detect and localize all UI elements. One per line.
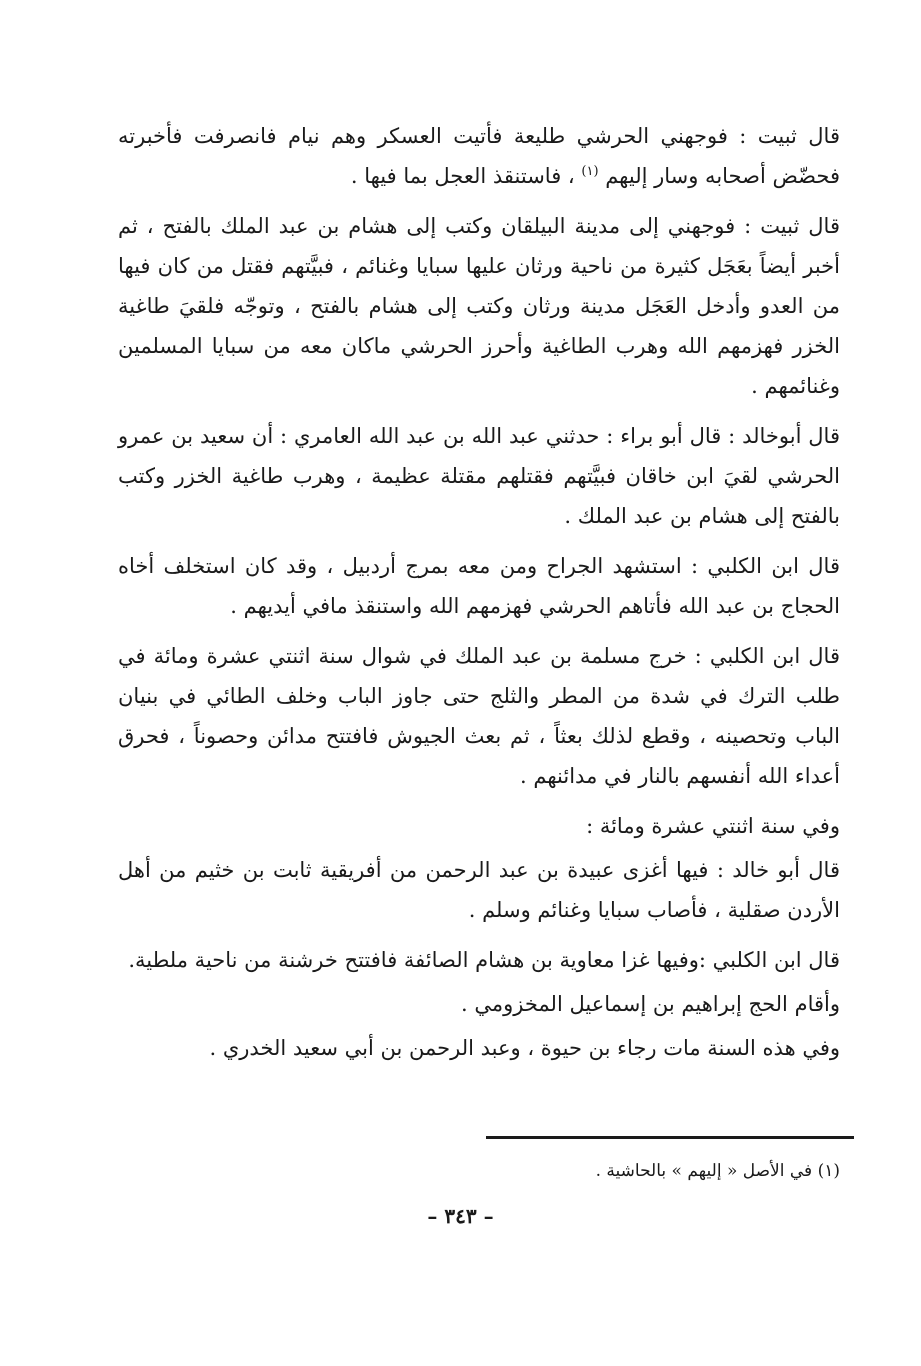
page-number: – ٣٤٣ – (427, 1204, 494, 1228)
paragraph-7: قال أبو خالد : فيها أغزى عبيدة بن عبد الرحمن من أفريقية ثابت بن خثيم من أهل الأردن صقلية ، فأصاب سبايا وغنائم وسلم . (118, 858, 840, 922)
paragraph-3: قال أبوخالد : قال أبو براء : حدثني عبد الله بن عبد الله العامري : أن سعيد بن عمرو الحرشي لقيَ ابن خاقان فبيَّتهم فقتلهم مقتلة عظيمة ، وهرب طاغية الخزر وكتب بالفتح إلى هشام بن عبد الملك . (118, 424, 840, 528)
paragraph-10: وفي هذه السنة مات رجاء بن حيوة ، وعبد الرحمن بن أبي سعيد الخدري . (209, 1036, 840, 1060)
paragraph-2: قال ثبيت : فوجهني إلى مدينة البيلقان وكتب إلى هشام بن عبد الملك بالفتح ، ثم أخبر أيضاً بعَجَل كثيرة من ناحية ورثان عليها سبايا وغنائم ، فبيَّتهم فقتل من كان فيها من العدو وأدخل العَجَل مدينة ورثان وكتب إلى هشام بالفتح ، وتوجّه فلقيَ طاغية الخزر فهزمهم الله وهرب الطاغية وأحرز الحرشي ماكان معه من سبايا المسلمين وغنائمهم . (118, 214, 840, 398)
paragraph-5: قال ابن الكلبي : خرج مسلمة بن عبد الملك في شوال سنة اثنتي عشرة ومائة في طلب الترك في شدة من المطر والثلج حتى جاوز الباب وخلف الطائي في بنيان الباب وتحصينه ، وقطع لذلك بعثاً ، ثم بعث الجيوش فافتتح مدائن وحصوناً ، فحرق أعداء الله أنفسهم بالنار في مدائنهم . (118, 644, 840, 788)
paragraph-1-text-end: ، فاستنقذ العجل بما فيها . (350, 164, 575, 188)
paragraph-1-text: قال ثبيت : فوجهني الحرشي طليعة فأتيت العسكر وهم نيام فانصرفت فأخبرته فحضّض أصحابه وسار إليهم (118, 124, 840, 188)
paragraph-8: قال ابن الكلبي :وفيها غزا معاوية بن هشام الصائفة فافتتح خرشنة من ناحية ملطية. (128, 948, 840, 972)
main-text (118, 116, 840, 1072)
footnote: (١) في الأصل « إليهم » بالحاشية . (595, 1161, 840, 1181)
paragraph-4: قال ابن الكلبي : استشهد الجراح ومن معه بمرج أردبيل ، وقد كان استخلف أخاه الحجاج بن عبد الله فأتاهم الحرشي فهزمهم الله واستنقذ مافي أيديهم . (118, 554, 840, 618)
year-heading: وفي سنة اثنتي عشرة ومائة : (586, 814, 840, 838)
footnote-reference: (١) (581, 164, 599, 179)
paragraph-1 (118, 116, 840, 206)
paragraph-9: وأقام الحج إبراهيم بن إسماعيل المخزومي . (461, 992, 840, 1016)
footnote-divider (486, 1136, 854, 1139)
